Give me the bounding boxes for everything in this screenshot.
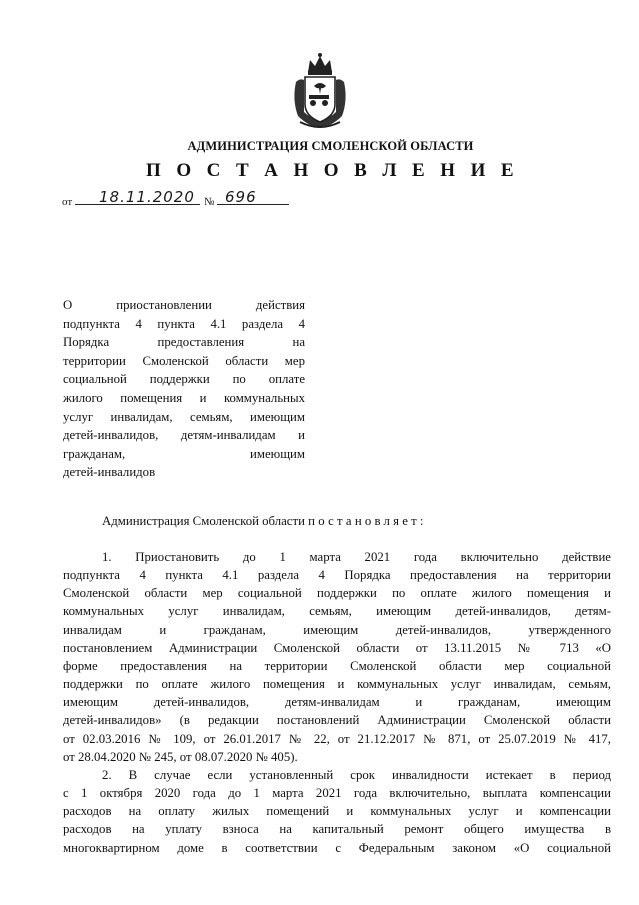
date-label: от: [62, 196, 73, 208]
subject-line: детей-инвалидов: [63, 465, 156, 480]
preamble: [102, 514, 427, 529]
paragraph-line: коммунальных услуг инвалидам, семьям, имеющим детей-инвалидов, детям-: [63, 604, 611, 619]
paragraph-line: постановлением Администрации Смоленской области от 13.11.2015 № 713 «О: [63, 640, 611, 655]
subject-line: услуг инвалидам, семьям, имеющим: [63, 409, 305, 424]
paragraph-line: от 02.03.2016 № 109, от 26.01.2017 № 22, от 21.12.2017 № 871, от 25.07.2019 № 417,: [63, 731, 611, 746]
preamble-resolves: постановляет:: [308, 514, 427, 528]
subject-line: О приостановлении действия: [63, 298, 305, 312]
paragraph-line: поддержки по оплате жилого помещения и коммунальных услуг инвалидам, семьям,: [63, 677, 611, 692]
paragraph-line: расходов на уплату взноса на капитальный ремонт общего имущества в: [63, 822, 611, 837]
paragraph-line: многоквартирном доме в соответствии с Федеральным законом «О социальной: [63, 840, 611, 855]
subject-line: территории Смоленской области мер: [63, 353, 305, 368]
body-text: [63, 548, 611, 857]
subject-block: [63, 296, 305, 482]
paragraph-line: Смоленской области мер социальной поддержки по оплате жилого помещения и: [63, 586, 611, 601]
subject-line: подпункта 4 пункта 4.1 раздела 4: [63, 316, 305, 331]
paragraph-line: детей-инвалидов» (в редакции постановлений Администрации Смоленской области: [63, 713, 611, 728]
subject-line: социальной поддержки по оплате: [63, 372, 305, 387]
subject-line: жилого помещения и коммунальных: [63, 390, 305, 405]
paragraph-line: расходов на оплату жилых помещений и коммунальных услуг и компенсации: [63, 804, 611, 819]
preamble-lead: Администрация Смоленской области: [102, 514, 309, 528]
date-field: 18.11.2020: [75, 190, 200, 205]
paragraph-line: с 1 октября 2020 года до 1 марта 2021 года включительно, выплата компенсации: [63, 786, 611, 801]
agency-title: АДМИНИСТРАЦИЯ СМОЛЕНСКОЙ ОБЛАСТИ: [187, 139, 474, 153]
subject-line: Порядка предоставления на: [63, 335, 305, 350]
paragraph-line: 2. В случае если установленный срок инвалидности истекает в период: [102, 767, 611, 782]
paragraph-line: 1. Приостановить до 1 марта 2021 года включительно действие: [102, 550, 611, 564]
number-label: №: [204, 196, 215, 208]
paragraph-line: инвалидам и гражданам, имеющим детей-инвалидов, утвержденного: [63, 622, 611, 637]
paragraph-line: имеющим детей-инвалидов, детям-инвалидам и гражданам, имеющим: [63, 695, 611, 710]
document-type-title: П О С Т А Н О В Л Е Н И Е: [146, 160, 519, 181]
smolensk-coat-of-arms-icon: [290, 52, 350, 130]
paragraph-line: подпункта 4 пункта 4.1 раздела 4 Порядка предоставления на территории: [63, 568, 611, 583]
number-field: 696: [217, 190, 289, 205]
paragraph-line: форме предоставления на территории Смоленской области мер социальной: [63, 658, 611, 673]
paragraph-line: от 28.04.2020 № 245, от 08.07.2020 № 405).: [63, 749, 298, 764]
subject-line: детей-инвалидов, детям-инвалидам и: [63, 428, 305, 443]
subject-line: гражданам, имеющим: [63, 446, 305, 461]
